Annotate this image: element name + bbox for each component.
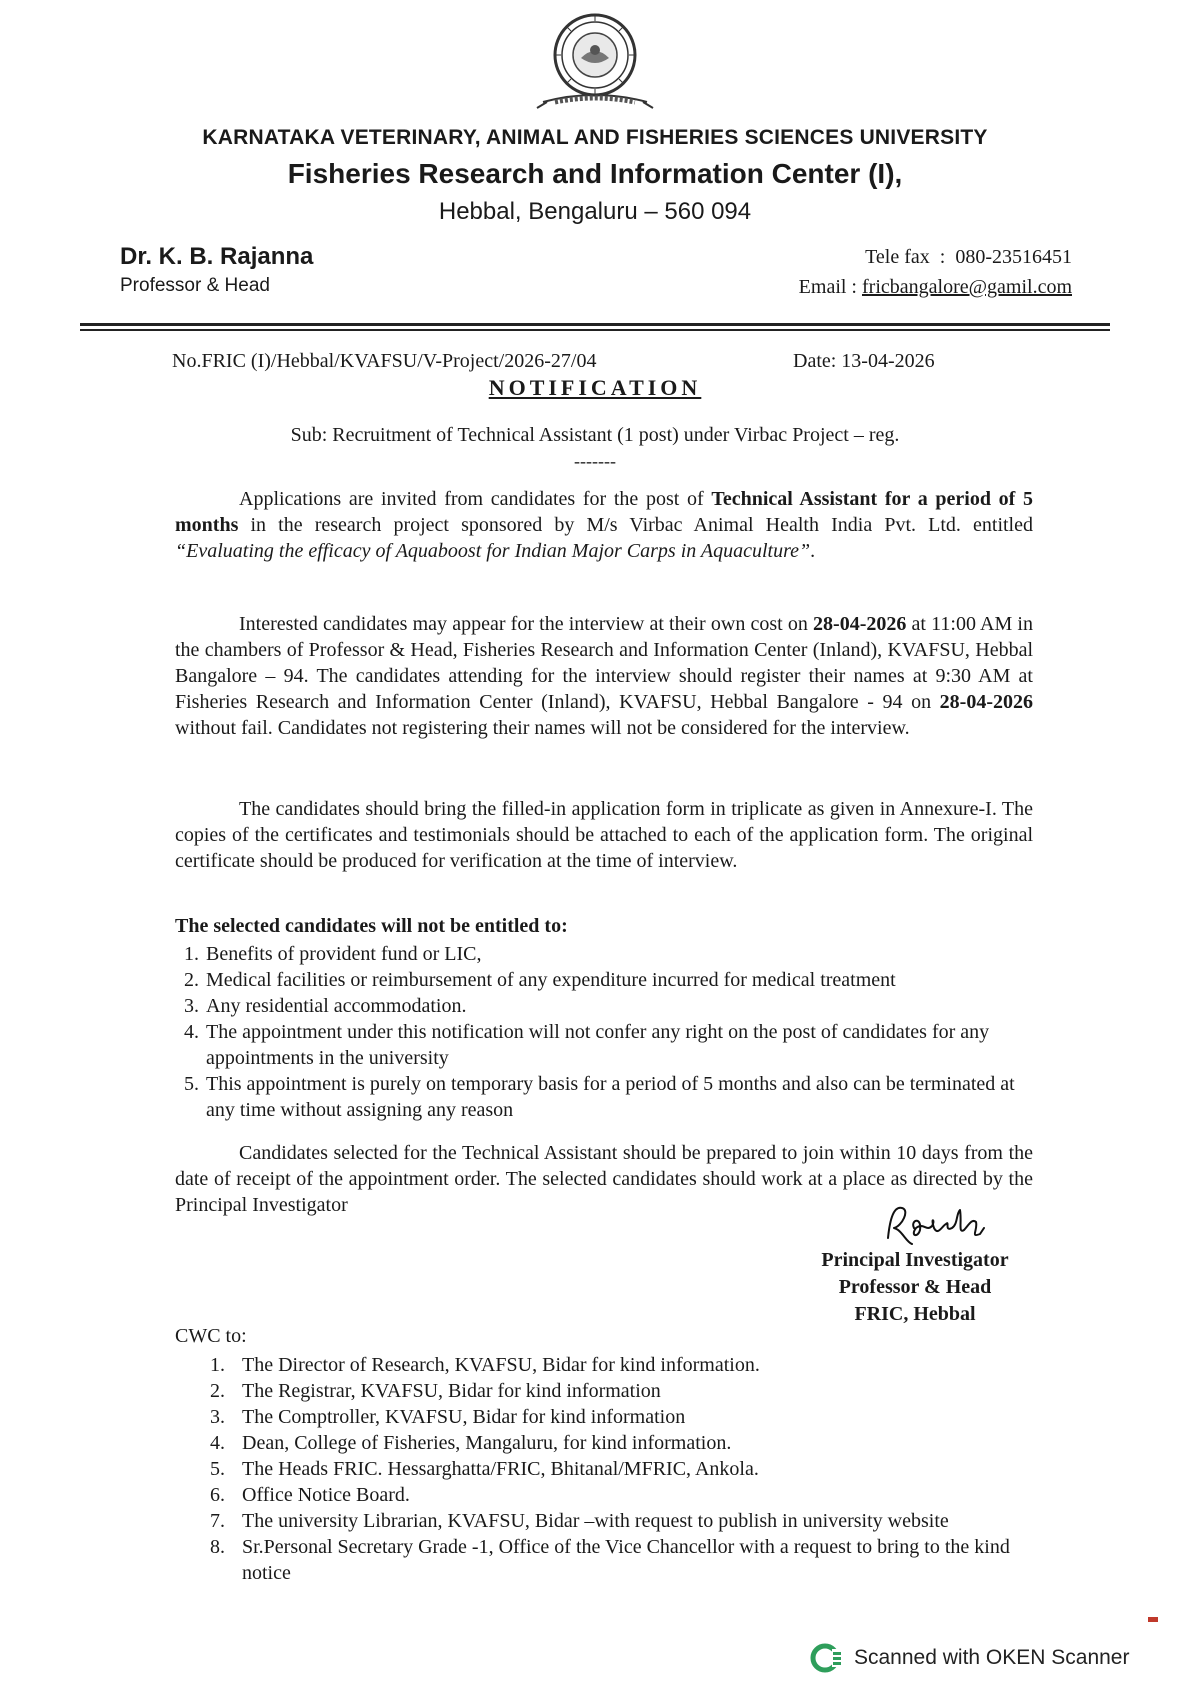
scanner-watermark (810, 1641, 1129, 1675)
p1-text-a: Applications are invited from candidates for the post of (239, 488, 712, 510)
university-name: KARNATAKA VETERINARY, ANIMAL AND FISHERIES SCIENCES UNIVERSITY (202, 126, 988, 149)
item-number: 1. (210, 1354, 225, 1376)
p2-text-e: without fail. Candidates not registering their names will not be considered for the interview. (175, 717, 910, 739)
email-address[interactable]: fricbangalore@gamil.com (862, 276, 1072, 298)
center-address: Hebbal, Bengaluru – 560 094 (438, 198, 752, 225)
cwc-label: CWC to: (175, 1325, 247, 1347)
item-text: The university Librarian, KVAFSU, Bidar –with request to publish in university website (242, 1510, 949, 1532)
item-number: 5. (210, 1458, 225, 1480)
telefax-label: Tele fax : (865, 246, 956, 268)
item-text: The Registrar, KVAFSU, Bidar for kind information (242, 1380, 661, 1402)
signatory-block (760, 1247, 1070, 1328)
subject-line: Sub: Recruitment of Technical Assistant (1 post) under Virbac Project – reg. (290, 424, 900, 446)
not-entitled-heading: The selected candidates will not be entitled to: (175, 915, 568, 937)
item-number: 1. (184, 943, 199, 965)
item-text: Sr.Personal Secretary Grade -1, Office of the Vice Chancellor with a request to bring to the kind notice (242, 1536, 1010, 1584)
item-text: Dean, College of Fisheries, Mangaluru, for kind information. (242, 1432, 732, 1454)
telefax-line (865, 246, 1072, 269)
scan-mark (1148, 1617, 1158, 1622)
item-number: 4. (210, 1432, 225, 1454)
scanner-text: Scanned with OKEN Scanner (854, 1646, 1130, 1669)
item-text: Office Notice Board. (242, 1484, 410, 1506)
cwc-list (210, 1352, 1030, 1586)
item-text: The appointment under this notification will not confer any right on the post of candidates for any appointments in the university (206, 1021, 990, 1069)
item-text: Medical facilities or reimbursement of any expenditure incurred for medical treatment (206, 969, 896, 991)
list-item (184, 941, 1034, 967)
item-text: The Heads FRIC. Hessarghatta/FRIC, Bhitanal/MFRIC, Ankola. (242, 1458, 759, 1480)
item-number: 5. (184, 1073, 199, 1095)
list-item (210, 1534, 1030, 1586)
separator: ------- (574, 451, 616, 471)
header-divider-thin (80, 329, 1110, 331)
item-number: 2. (210, 1380, 225, 1402)
item-text: The Director of Research, KVAFSU, Bidar for kind information. (242, 1354, 760, 1376)
header-divider-thick (80, 323, 1110, 326)
notification-date: Date: 13-04-2026 (793, 350, 935, 372)
p2-register-date: 28-04-2026 (939, 691, 1033, 713)
head-designation: Professor & Head (120, 275, 270, 296)
list-item (184, 1019, 1034, 1071)
oken-scanner-logo-icon (810, 1641, 844, 1675)
paragraph-applications (175, 486, 1033, 564)
p2-text-c: at 11:00 AM in the chambers of Professor & Head, Fisheries Research and Information Center (Inland), KVAFSU, Hebbal Bangalore – 94. The candidates attending for the interview should register their names at 9:30 AM at Fisheries Research and Information Center (Inland), KVAFSU, Hebbal Bangalore - 94 on (175, 613, 1033, 713)
item-number: 6. (210, 1484, 225, 1506)
item-number: 8. (210, 1536, 225, 1558)
signatory-title: Principal Investigator (821, 1249, 1009, 1271)
email-label: Email : (798, 276, 862, 298)
p1-post-period: Technical Assistant for a period of 5 months (175, 488, 1034, 536)
handwritten-signature (880, 1198, 995, 1253)
list-item (210, 1456, 1030, 1482)
p2-interview-date: 28-04-2026 (813, 613, 907, 635)
item-text: Benefits of provident fund or LIC, (206, 943, 482, 965)
signatory-designation: Professor & Head (838, 1276, 992, 1298)
notification-title: NOTIFICATION (488, 375, 702, 400)
item-text: The Comptroller, KVAFSU, Bidar for kind information (242, 1406, 686, 1428)
item-number: 2. (184, 969, 199, 991)
university-seal-logo (515, 10, 675, 120)
list-item (184, 993, 1034, 1019)
list-item (210, 1430, 1030, 1456)
item-text: Any residential accommodation. (206, 995, 467, 1017)
p1-text-c: in the research project sponsored by M/s Virbac Animal Health India Pvt. Ltd. entitled (238, 514, 1033, 536)
reference-number: No.FRIC (I)/Hebbal/KVAFSU/V-Project/2026-27/04 (172, 350, 597, 372)
center-name: Fisheries Research and Information Center (I), (287, 158, 903, 189)
head-name: Dr. K. B. Rajanna (120, 243, 314, 270)
item-text: This appointment is purely on temporary basis for a period of 5 months and also can be terminated at any time without assigning any reason (206, 1073, 1015, 1121)
p1-text-e: . (810, 540, 816, 562)
list-item (210, 1352, 1030, 1378)
list-item (210, 1508, 1030, 1534)
item-number: 3. (210, 1406, 225, 1428)
signatory-office: FRIC, Hebbal (854, 1303, 976, 1325)
p2-text-a: Interested candidates may appear for the interview at their own cost on (239, 613, 814, 635)
item-number: 3. (184, 995, 199, 1017)
list-item (184, 1071, 1034, 1123)
not-entitled-list (184, 941, 1034, 1123)
list-item (210, 1404, 1030, 1430)
item-number: 7. (210, 1510, 225, 1532)
telefax-number: 080-23516451 (955, 246, 1072, 268)
email-line (799, 276, 1072, 299)
paragraph-joining: Candidates selected for the Technical Assistant should be prepared to join within 10 days from the date of receipt of the appointment order. The selected candidates should work at a place as directed by the Principal Investigator (175, 1142, 1033, 1216)
paragraph-application-form: The candidates should bring the filled-in application form in triplicate as given in Annexure-I. The copies of the certificates and testimonials should be attached to each of the application form. The original certificate should be produced for verification at the time of interview. (175, 798, 1033, 872)
list-item (210, 1378, 1030, 1404)
list-item (184, 967, 1034, 993)
item-number: 4. (184, 1021, 199, 1043)
paragraph-interview (175, 611, 1033, 741)
p1-project-title: “Evaluating the efficacy of Aquaboost for Indian Major Carps in Aquaculture” (175, 540, 811, 562)
list-item (210, 1482, 1030, 1508)
